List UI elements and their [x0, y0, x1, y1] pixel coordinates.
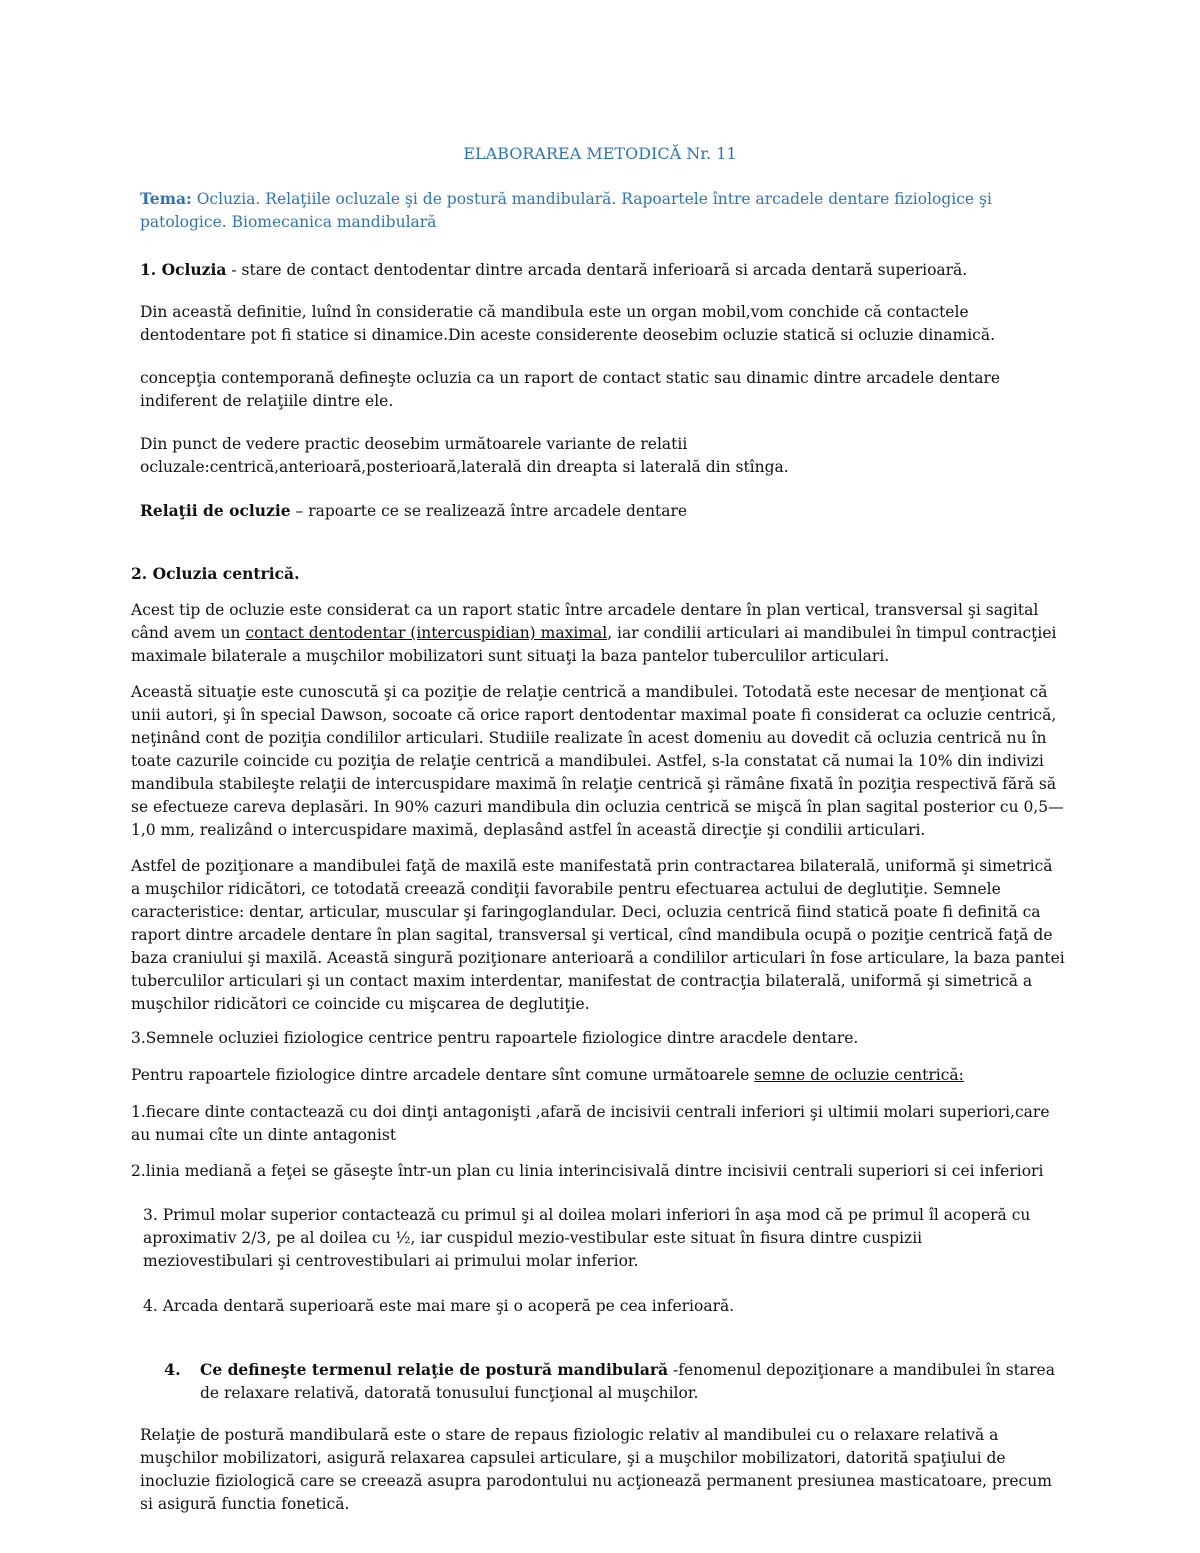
variants-paragraph: Din punct de vedere practic deosebim următoarele variante de relatii ocluzale:centrică,anterioară,posterioară,laterală din dreapta si laterală din stînga. — [140, 435, 789, 476]
section-2-heading-text: 2. Ocluzia centrică. — [131, 564, 300, 583]
centric-occlusion-paragraph-1 — [131, 599, 1066, 668]
centric-occlusion-paragraph-2: Această situaţie este cunoscută şi ca poziţie de relaţie centrică a mandibulei. Totodată este necesar de menţionat că unii autori, şi în special Dawson, socoate că orice raport dentodentar maximal poate fi considerat ca ocluzie centrică, neţinând cont de poziţia condililor articulari. Studiile realizate în acest domeniu au dovedit că ocluzia centrică nu în toate cazurile coincide cu poziţia de relaţie centrică a mandibulei. Astfel, s-la constatat că numai la 10% din indivizi mandibula stabileşte relaţii de intercuspidare maximă în relaţie centrică şi rămâne fixată în poziţia respectivă fără să se efectueze careva deplasări. In 90% cazuri mandibula din ocluzia centrică se mişcă în plan sagital posterior cu 0,5— 1,0 mm, realizând o intercuspidare maximă, deplasând astfel în această direcţie şi condilii articulari. — [131, 683, 1064, 839]
section-1-heading: 1. Ocluzia — [140, 260, 227, 279]
common-signs-text: Pentru rapoartele fiziologice dintre arcadele dentare sînt comune următoarele — [131, 1066, 755, 1084]
centric-underlined-text: contact dentodentar (intercuspidian) maximal — [245, 624, 608, 642]
occlusion-relations-text: – rapoarte ce se realizează între arcadele dentare — [290, 502, 688, 520]
section-3-heading: 3.Semnele ocluziei fiziologice centrice pentru rapoartele fiziologice dintre aracdele dentare. — [131, 1029, 859, 1047]
centric-occlusion-paragraph-3: Astfel de poziţionare a mandibulei faţă de maxilă este manifestată prin contractarea bilaterală, uniformă şi simetrică a muşchilor ridicători, ce totodată creează condiţii favorabile pentru efectuarea actului de deglutiţie. Semnele caracteristice: dentar, articular, muscular şi faringoglandular. Deci, ocluzia centrică fiind statică poate fi definită ca raport dintre arcadele dentare în plan sagital, transversal şi vertical, cînd mandibula ocupă o poziţie centrică faţă de baza craniului şi maxilă. Această singură poziţionare anterioară a condililor articulari în fose articulare, la baza pantei tuberculilor articulari şi un contact maxim interdentar, manifestat de contracţia bilaterală, uniformă şi simetrică a muşchilor ridicători ce coincide cu mişcarea de deglutiţie. — [131, 857, 1065, 1013]
topic-text: Ocluzia. Relaţiile ocluzale şi de postură mandibulară. Rapoartele între arcadele dentare fiziologice şi patologice. Biomecanica mandibulară — [140, 190, 992, 231]
common-signs-underlined: semne de ocluzie centrică: — [754, 1066, 964, 1084]
section-4-text: -fenomenul depoziţionare a mandibulei în starea de relaxare relativă, datorată tonusului funcţional al muşchilor. — [200, 1361, 1055, 1402]
topic-label: Tema: — [140, 189, 192, 208]
topic-paragraph — [140, 187, 1060, 234]
section-4-paragraph — [200, 1358, 1060, 1405]
posture-paragraph: Relaţie de postură mandibulară este o stare de repaus fiziologic relativ al mandibulei cu o relaxare relativă a muşchilor mobilizatori, asigură relaxarea capsulei articulare, şi a muşchilor mobilizatori, datorită spaţiului de inocluzie fiziologică care se creează asupra parodontului nu acţionează permanent presiunea masticatoare, precum si asigură functia fonetică. — [140, 1426, 1052, 1513]
occlusion-relations-heading: Relaţii de ocluzie — [140, 501, 291, 520]
common-signs-paragraph — [131, 1064, 1066, 1087]
centric-text-b: , iar condilii articulari ai mandibulei în timpul contracţiei maximale bilaterale a muşchilor mobilizatori sunt situaţi la baza pantelor tuberculilor articulari. — [131, 624, 1057, 665]
conception-paragraph: concepţia contemporană defineşte ocluzia ca un raport de contact static sau dinamic dintre arcadele dentare indiferent de relaţiile dintre ele. — [140, 369, 1001, 410]
section-1-paragraph — [140, 258, 1070, 282]
occlusion-relations-paragraph — [140, 499, 1060, 523]
section-4-heading: Ce defineşte termenul relaţie de postură mandibulară — [200, 1360, 669, 1379]
section-2-heading — [131, 562, 1061, 586]
list-item-1: 1.fiecare dinte contactează cu doi dinţi antagonişti ,afară de incisivii centrali inferiori şi ultimii molari superiori,care au numai cîte un dinte antagonist — [131, 1103, 1050, 1144]
list-item-3: 3. Primul molar superior contactează cu primul şi al doilea molari inferiori în aşa mod că pe primul îl acoperă cu aproximativ 2/3, pe al doilea cu ½, iar cuspidul mezio-vestibular este situat în fisura dintre cuspizii meziovestibulari şi centrovestibulari ai primului molar inferior. — [143, 1206, 1031, 1270]
definition-paragraph: Din această definitie, luînd în consideratie că mandibula este un organ mobil,vom conchide că contactele dentodentare pot fi statice si dinamice.Din aceste considerente deosebim ocluzie statică si ocluzie dinamică. — [140, 303, 996, 344]
centric-text-a: Acest tip de ocluzie este considerat ca un raport static între arcadele dentare în plan vertical, transversal şi sagital când avem un — [131, 601, 1039, 642]
section-4-number: 4. — [164, 1360, 181, 1379]
page-title: ELABORAREA METODICĂ Nr. 11 — [463, 144, 737, 163]
section-1-text: - stare de contact dentodentar dintre arcada dentară inferioară si arcada dentară superioară. — [226, 261, 968, 279]
list-item-2: 2.linia mediană a feţei se găseşte într-un plan cu linia interincisivală dintre incisivii centrali superiori si cei inferiori — [131, 1162, 1044, 1180]
list-item-4: 4. Arcada dentară superioară este mai mare şi o acoperă pe cea inferioară. — [143, 1297, 735, 1315]
